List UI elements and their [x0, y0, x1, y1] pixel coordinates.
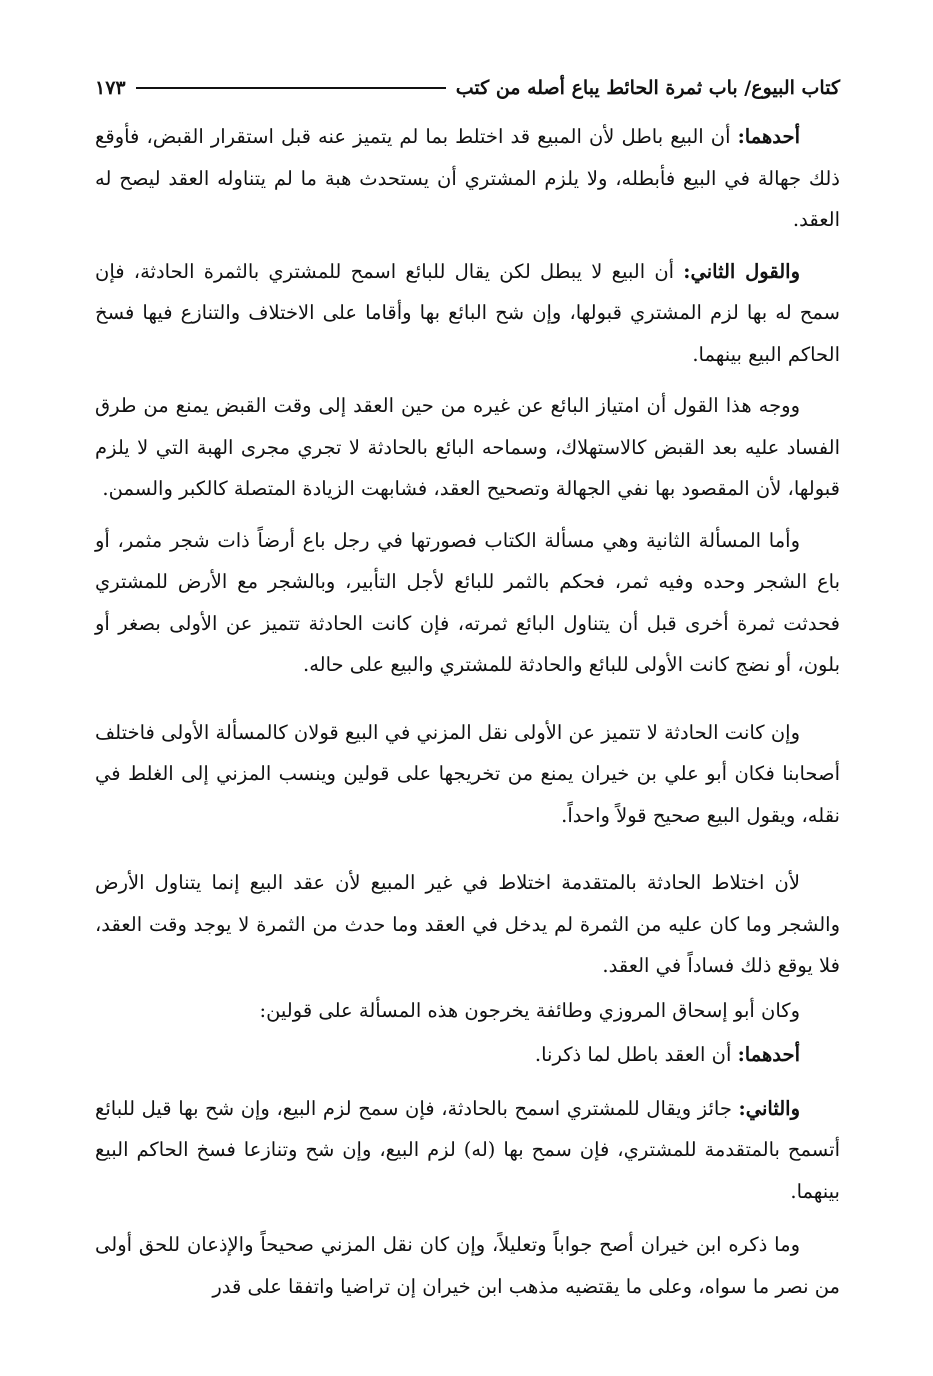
paragraph-10: [95, 1224, 840, 1307]
header-rule: [136, 87, 446, 89]
paragraph-9: [95, 1088, 840, 1213]
paragraph-6: [95, 862, 840, 987]
paragraph-2: [95, 251, 840, 376]
paragraph-5: [95, 712, 840, 837]
paragraph-9-text: جائز ويقال للمشتري اسمح بالحادثة، فإن سمح لزم البيع، وإن شح بها قيل للبائع أتسمح بالمتقدمة للمشتري، فإن سمح بها (له) لزم البيع، وإن شح وتنازعا فسخ الحاكم البيع بينهما.: [95, 1096, 840, 1203]
paragraph-8-text: أن العقد باطل لما ذكرنا.: [534, 1043, 738, 1066]
book-page: [95, 66, 840, 1307]
paragraph-7-text: وكان أبو إسحاق المروزي وطائفة يخرجون هذه المسألة على قولين:: [259, 998, 800, 1022]
running-header: [95, 66, 840, 110]
paragraph-7: [95, 990, 840, 1032]
paragraph-3-text: ووجه هذا القول أن امتياز البائع عن غيره من حين العقد إلى وقت القبض يمنع من طرق الفساد عليه بعد القبض كالاستهلاك، وسماحه البائع بالحادثة لا تجري مجرى الهبة التي لا يلزم قبولها، لأن المقصود بها نفي الجهالة وتصحيح العقد، فشابهت الزيادة المتصلة كالكبر والسمن.: [95, 394, 840, 500]
paragraph-10-text: وما ذكره ابن خيران أصح جواباً وتعليلاً، وإن كان نقل المزني صحيحاً والإذعان للحق أولى من نصر ما سواه، وعلى ما يقتضيه مذهب ابن خيران إن تراضيا واتفقا على قدر: [95, 1233, 840, 1298]
paragraph-4: [95, 520, 840, 686]
paragraph-1-label: أحدهما:: [737, 125, 801, 148]
header-title: كتاب البيوع/ باب ثمرة الحائط يباع أصله من كتب: [455, 77, 840, 99]
paragraph-1: [95, 116, 840, 241]
page-number: ١٧٣: [95, 77, 126, 99]
paragraph-3: [95, 385, 840, 510]
paragraph-2-text: أن البيع لا يبطل لكن يقال للبائع اسمح للمشتري بالثمرة الحادثة، فإن سمح له بها لزم المشتري قبولها، وإن شح البائع بها وأقاما على الاختلاف والتنازع فيها فسخ الحاكم البيع بينهما.: [95, 259, 840, 366]
paragraph-8: [95, 1034, 840, 1076]
paragraph-2-label: والقول الثاني:: [683, 259, 801, 283]
paragraph-9-label: والثاني:: [738, 1096, 800, 1120]
paragraph-6-text: لأن اختلاط الحادثة بالمتقدمة اختلاط في غير المبيع لأن عقد البيع إنما يتناول الأرض والشجر وما كان عليه من الثمرة لم يدخل في العقد وما حدث من الثمرة لا يوجد وقت العقد، فلا يوقع ذلك فساداً في العقد.: [95, 871, 840, 977]
paragraph-1-text: أن البيع باطل لأن المبيع قد اختلط بما لم يتميز عنه قبل استقرار القبض، فأوقع ذلك جهالة في البيع فأبطله، ولا يلزم المشتري أن يستحدث هبة ما لم يتناوله العقد ليصح له العقد.: [95, 125, 840, 231]
paragraph-5-text: وإن كانت الحادثة لا تتميز عن الأولى نقل المزني في البيع قولان كالمسألة الأولى فاختلف أصحابنا فكان أبو علي بن خيران يمنع من تخريجها على قولين وينسب المزني إلى الغلط في نقله، ويقول البيع صحيح قولاً واحداً.: [95, 720, 840, 827]
paragraph-8-label: أحدهما:: [737, 1043, 800, 1066]
paragraph-4-text: وأما المسألة الثانية وهي مسألة الكتاب فصورتها في رجل باع أرضاً ذات شجر مثمر، أو باع الشجر وحده وفيه ثمر، فحكم بالثمر للبائع لأجل التأبير، وبالشجر مع الأرض للمشتري فحدثت ثمرة أخرى قبل أن يتناول البائع ثمرته، فإن كانت الحادثة تتميز عن الأولى بصغر أو بلون، أو نضج كانت الأولى للبائع والحادثة للمشتري والبيع على حاله.: [95, 528, 840, 676]
